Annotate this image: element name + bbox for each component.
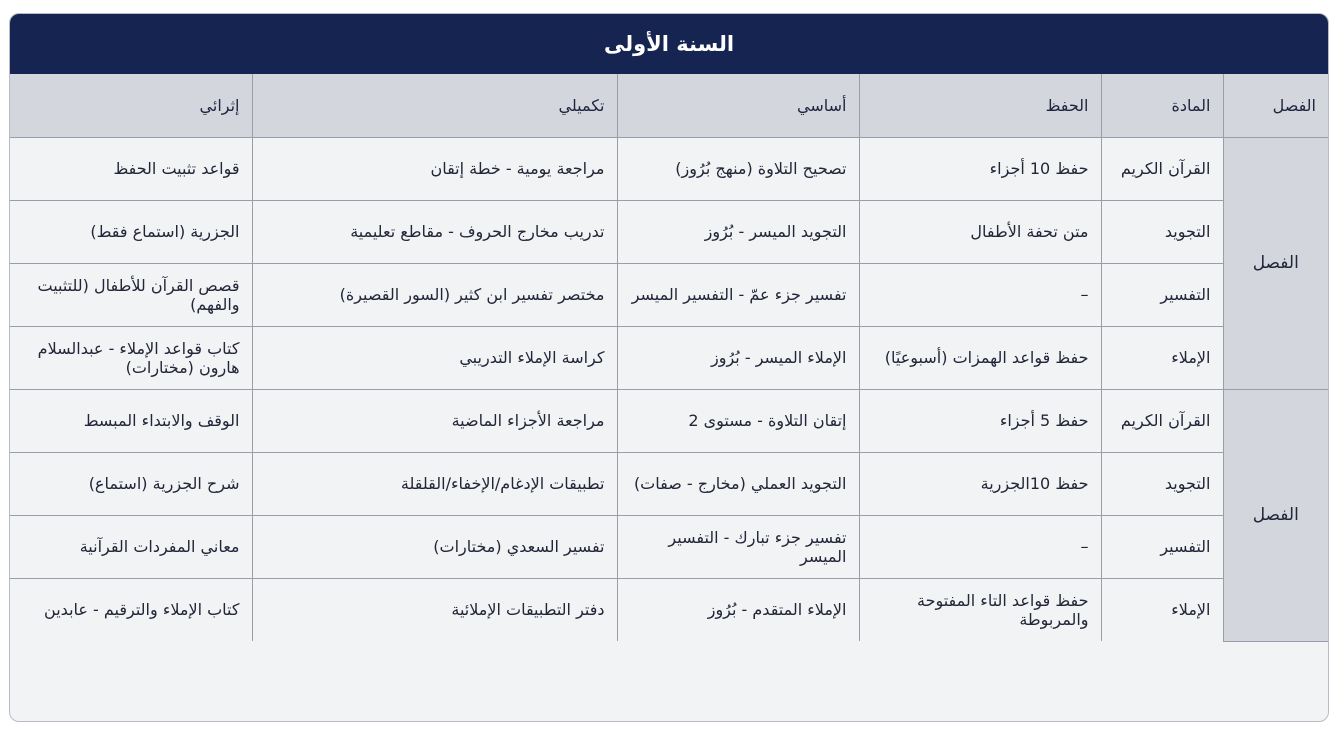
enrichment-cell: قصص القرآن للأطفال (للتثبيت والفهم) — [10, 263, 252, 326]
semester-label: الفصل — [1223, 389, 1328, 641]
memorization-cell: حفظ 10 أجزاء — [859, 137, 1101, 200]
curriculum-table — [10, 74, 1328, 642]
basic-cell: الإملاء المتقدم - بُرُوز — [617, 578, 859, 641]
memorization-cell: حفظ قواعد التاء المفتوحة والمربوطة — [859, 578, 1101, 641]
subject-cell: القرآن الكريم — [1101, 389, 1223, 452]
basic-cell: التجويد الميسر - بُرُوز — [617, 200, 859, 263]
table-row — [10, 452, 1328, 515]
basic-cell: إتقان التلاوة - مستوى 2 — [617, 389, 859, 452]
subject-cell: التجويد — [1101, 452, 1223, 515]
table-row — [10, 389, 1328, 452]
basic-cell: تصحيح التلاوة (منهج بُرُوز) — [617, 137, 859, 200]
header-row — [10, 74, 1328, 137]
complementary-cell: تدريب مخارج الحروف - مقاطع تعليمية — [252, 200, 617, 263]
subject-cell: التفسير — [1101, 263, 1223, 326]
memorization-cell: – — [859, 263, 1101, 326]
header-complementary: تكميلي — [252, 74, 617, 137]
memorization-cell: حفظ 10الجزرية — [859, 452, 1101, 515]
year-title: السنة الأولى — [603, 32, 735, 56]
curriculum-card — [9, 13, 1329, 722]
complementary-cell: مراجعة الأجزاء الماضية — [252, 389, 617, 452]
table-row — [10, 137, 1328, 200]
complementary-cell: كراسة الإملاء التدريبي — [252, 326, 617, 389]
header-subject: المادة — [1101, 74, 1223, 137]
basic-cell: تفسير جزء عمّ - التفسير الميسر — [617, 263, 859, 326]
basic-cell: الإملاء الميسر - بُرُوز — [617, 326, 859, 389]
complementary-cell: مختصر تفسير ابن كثير (السور القصيرة) — [252, 263, 617, 326]
enrichment-cell: الوقف والابتداء المبسط — [10, 389, 252, 452]
header-basic: أساسي — [617, 74, 859, 137]
table-row — [10, 578, 1328, 641]
header-enrichment: إثرائي — [10, 74, 252, 137]
complementary-cell: مراجعة يومية - خطة إتقان — [252, 137, 617, 200]
subject-cell: الإملاء — [1101, 578, 1223, 641]
memorization-cell: حفظ قواعد الهمزات (أسبوعيًا) — [859, 326, 1101, 389]
complementary-cell: دفتر التطبيقات الإملائية — [252, 578, 617, 641]
memorization-cell: متن تحفة الأطفال — [859, 200, 1101, 263]
subject-cell: القرآن الكريم — [1101, 137, 1223, 200]
table-row — [10, 515, 1328, 578]
semester-label: الفصل — [1223, 137, 1328, 389]
memorization-cell: – — [859, 515, 1101, 578]
header-memorization: الحفظ — [859, 74, 1101, 137]
basic-cell: التجويد العملي (مخارج - صفات) — [617, 452, 859, 515]
enrichment-cell: قواعد تثبيت الحفظ — [10, 137, 252, 200]
subject-cell: التفسير — [1101, 515, 1223, 578]
basic-cell: تفسير جزء تبارك - التفسير الميسر — [617, 515, 859, 578]
table-row — [10, 263, 1328, 326]
complementary-cell: تفسير السعدي (مختارات) — [252, 515, 617, 578]
year-title-bar — [10, 14, 1328, 74]
header-semester: الفصل — [1223, 74, 1328, 137]
enrichment-cell: كتاب الإملاء والترقيم - عابدين — [10, 578, 252, 641]
subject-cell: التجويد — [1101, 200, 1223, 263]
subject-cell: الإملاء — [1101, 326, 1223, 389]
table-row — [10, 326, 1328, 389]
enrichment-cell: الجزرية (استماع فقط) — [10, 200, 252, 263]
table-row — [10, 200, 1328, 263]
enrichment-cell: كتاب قواعد الإملاء - عبدالسلام هارون (مختارات) — [10, 326, 252, 389]
enrichment-cell: شرح الجزرية (استماع) — [10, 452, 252, 515]
complementary-cell: تطبيقات الإدغام/الإخفاء/القلقلة — [252, 452, 617, 515]
memorization-cell: حفظ 5 أجزاء — [859, 389, 1101, 452]
enrichment-cell: معاني المفردات القرآنية — [10, 515, 252, 578]
